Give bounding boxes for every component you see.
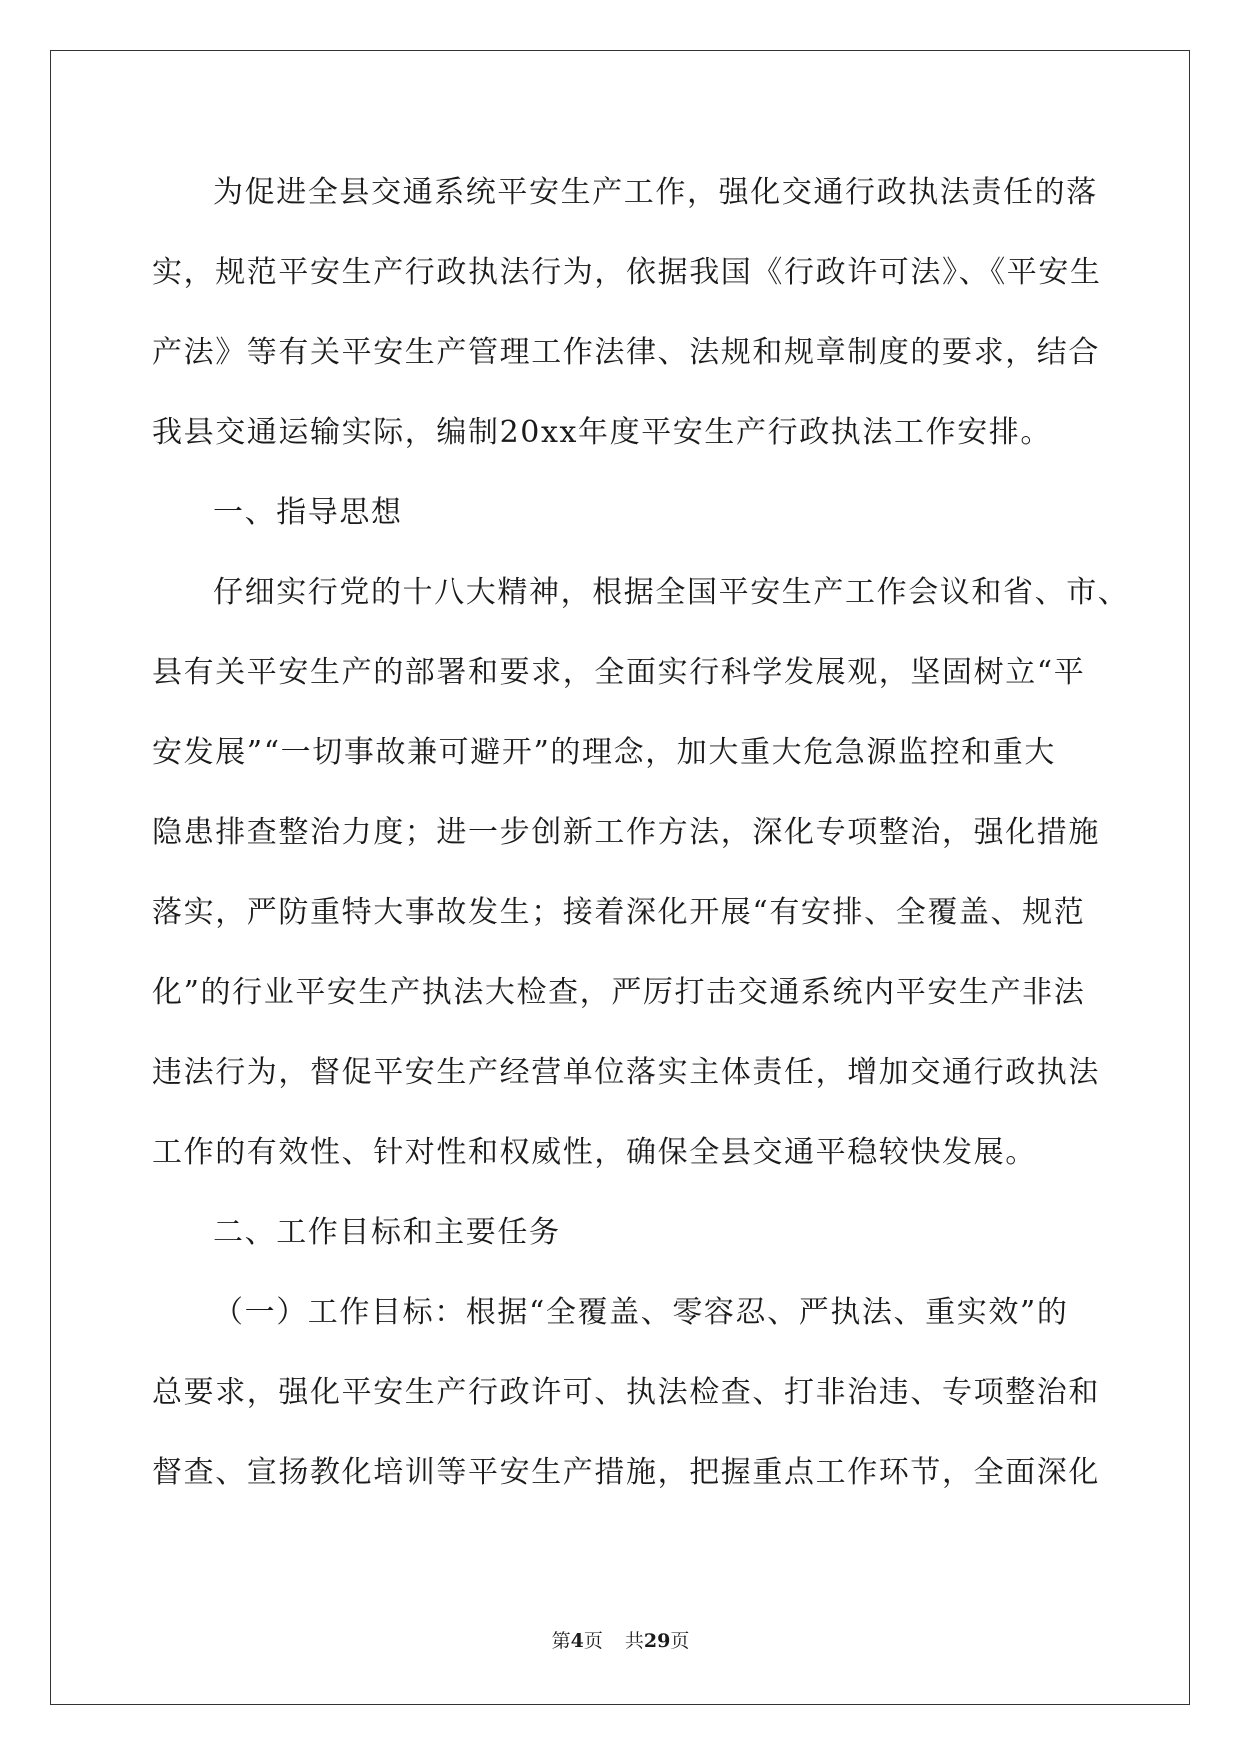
total-suffix: 页 <box>670 1630 690 1652</box>
paragraph-line: 总要求，强化平安生产行政许可、执法检查、打非治违、专项整治和 <box>152 1375 1100 1410</box>
paragraph-line: 督查、宣扬教化培训等平安生产措施，把握重点工作环节，全面深化 <box>152 1455 1100 1490</box>
paragraph-line: 产法》等有关平安生产管理工作法律、法规和规章制度的要求，结合 <box>152 335 1100 370</box>
page-prefix: 第 <box>551 1630 571 1652</box>
total-prefix: 共 <box>624 1630 644 1652</box>
paragraph-line: （一）工作目标：根据“全覆盖、零容忍、严执法、重实效”的 <box>213 1295 1069 1330</box>
page-footer <box>0 1626 1241 1653</box>
page-number: 4 <box>570 1630 584 1652</box>
paragraph-line: 为促进全县交通系统平安生产工作，强化交通行政执法责任的落 <box>213 175 1098 210</box>
paragraph-line: 工作的有效性、针对性和权威性，确保全县交通平稳较快发展。 <box>152 1135 1037 1170</box>
section-heading: 一、指导思想 <box>213 495 403 530</box>
paragraph-line: 落实，严防重特大事故发生；接着深化开展“有安排、全覆盖、规范 <box>152 895 1086 930</box>
paragraph-line: 化”的行业平安生产执法大检查，严厉打击交通系统内平安生产非法 <box>152 975 1086 1010</box>
paragraph-line: 安发展”“一切事故兼可避开”的理念，加大重大危急源监控和重大 <box>152 735 1057 770</box>
section-heading: 二、工作目标和主要任务 <box>213 1215 561 1250</box>
paragraph-line: 隐患排查整治力度；进一步创新工作方法，深化专项整治，强化措施 <box>152 815 1100 850</box>
paragraph-line: 实，规范平安生产行政执法行为，依据我国《行政许可法》、《平安生 <box>152 255 1102 290</box>
total-pages: 29 <box>643 1630 671 1652</box>
paragraph-line: 违法行为，督促平安生产经营单位落实主体责任，增加交通行政执法 <box>152 1055 1100 1090</box>
paragraph-line: 仔细实行党的十八大精神，根据全国平安生产工作会议和省、市、 <box>213 575 1130 610</box>
paragraph-line: 我县交通运输实际，编制20xx年度平安生产行政执法工作安排。 <box>152 415 1053 450</box>
paragraph-line: 县有关平安生产的部署和要求，全面实行科学发展观，坚固树立“平 <box>152 655 1086 690</box>
document-body <box>152 165 1130 1525</box>
page-suffix: 页 <box>583 1630 603 1652</box>
